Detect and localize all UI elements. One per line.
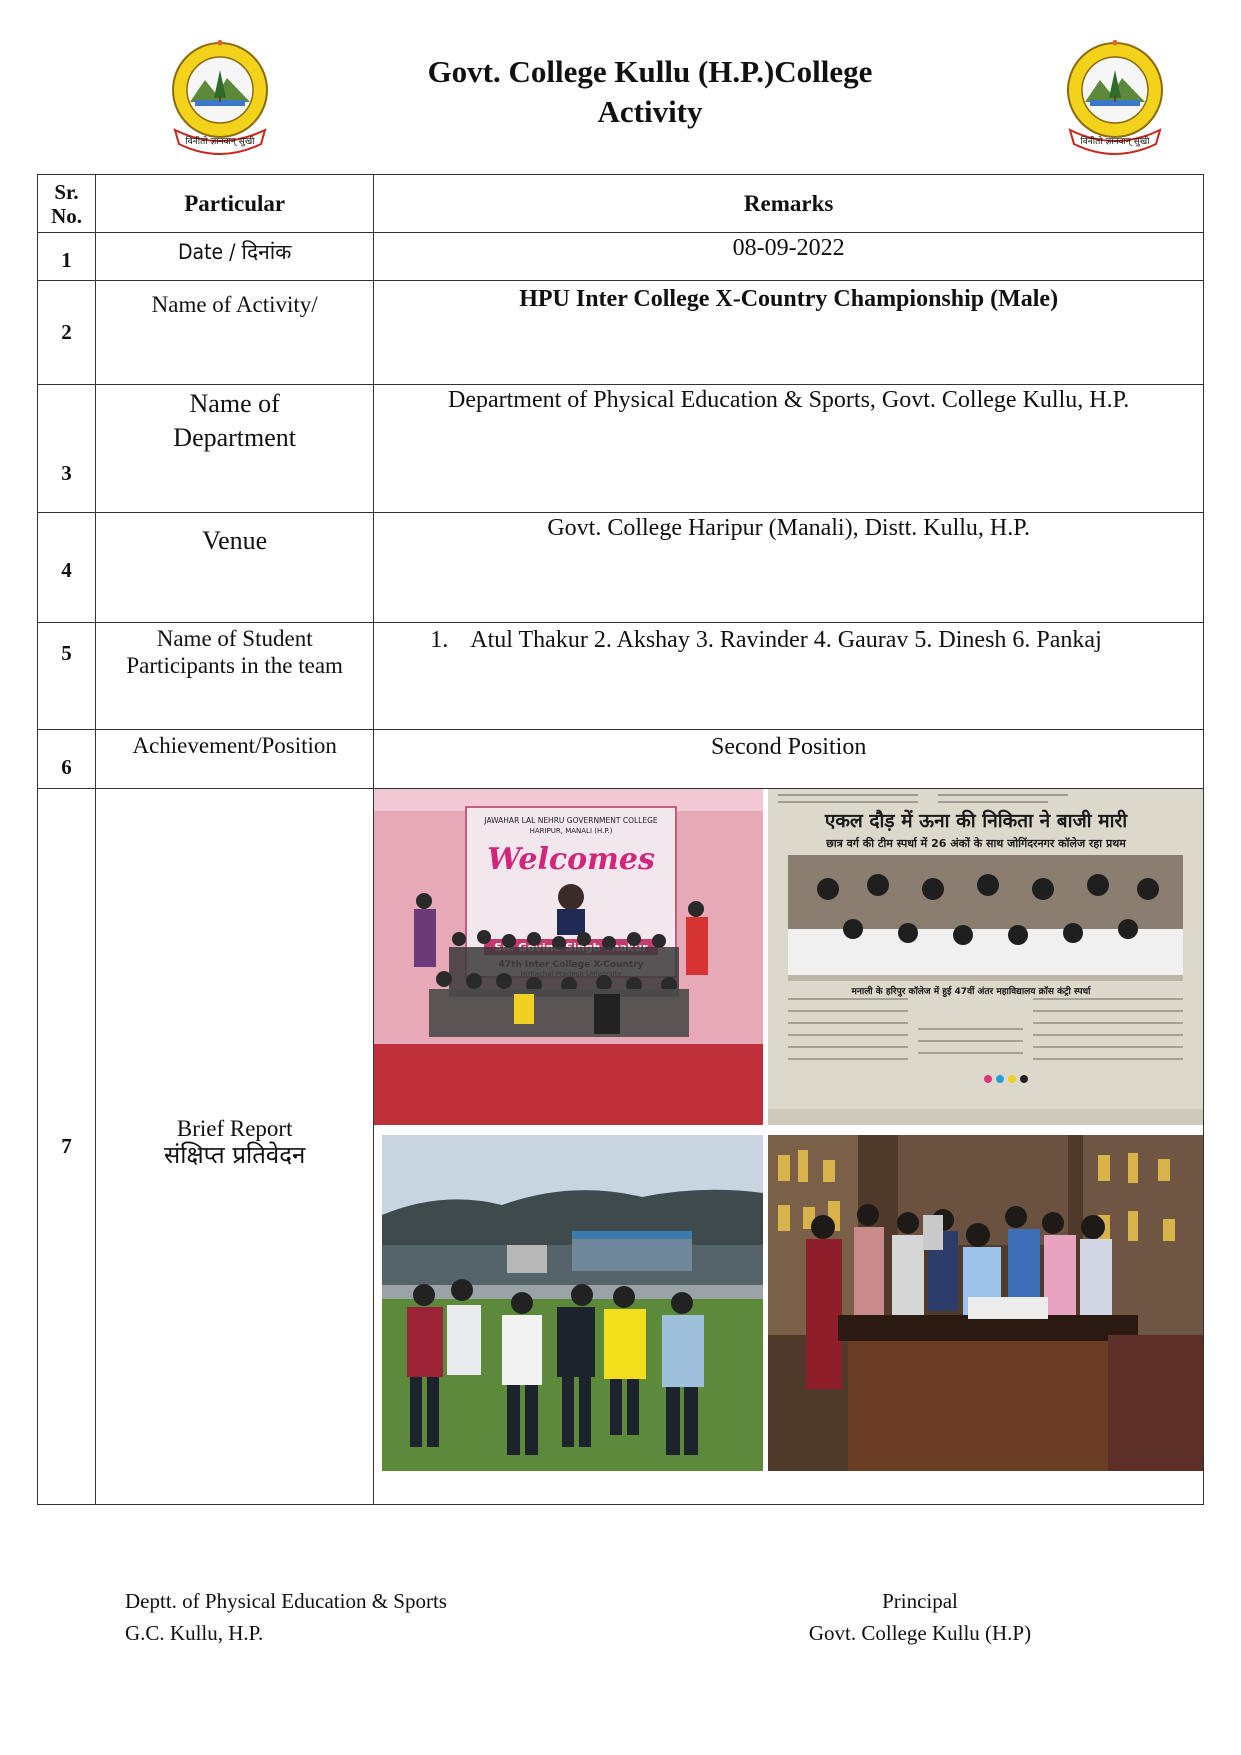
banner-college-name: JAWAHAR LAL NEHRU GOVERNMENT COLLEGE: [484, 816, 658, 825]
news-headline: एकल दौड़ में ऊना की निकिता ने बाजी मारी: [825, 810, 1128, 832]
brief-report-label: Brief Report: [176, 1115, 293, 1141]
participants-list: Atul Thakur 2. Akshay 3. Ravinder 4. Gaurav 5. Dinesh 6. Pankaj: [470, 627, 1102, 653]
title-line-1: Govt. College Kullu (H.P.)College: [427, 54, 873, 89]
row-3-sr: 3: [38, 385, 96, 513]
row-2-activity-name: HPU Inter College X-Country Championship (Male): [374, 281, 1204, 385]
footer-left-line-2: G.C. Kullu, H.P.: [125, 1621, 264, 1645]
photo-newspaper-clipping: [768, 789, 1203, 1125]
table-row: [38, 385, 1204, 513]
participants-list-number: 1.: [430, 627, 449, 653]
table-row: [38, 730, 1204, 789]
row-1-sr: 1: [38, 233, 96, 281]
college-logo-right: [1060, 40, 1170, 158]
row-7-particular: [96, 789, 374, 1505]
title-line-2: Activity: [597, 94, 703, 129]
row-1-particular: Date / दिनांक: [96, 233, 374, 281]
table-row: [38, 281, 1204, 385]
header-particular: Particular: [96, 175, 374, 233]
footer-department: [125, 1585, 447, 1649]
footer-principal: [800, 1585, 1040, 1649]
row-3-particular: Name of Department: [96, 385, 374, 513]
logo-motto-right: विनीतो ज्ञानवान् सुखी: [1080, 137, 1150, 147]
brief-report-hindi-label: संक्षिप्त प्रतिवेदन: [164, 1140, 306, 1169]
row-1-date: 08-09-2022: [374, 233, 1204, 281]
college-logo-left: [165, 40, 275, 158]
header-sr-no: Sr. No.: [38, 175, 96, 233]
banner-place: HARIPUR, MANALI (H.P.): [529, 827, 613, 835]
footer-right-line-2: Govt. College Kullu (H.P): [808, 1621, 1032, 1645]
news-inset-title: मनाली के हरिपुर कॉलेज में हुई 47वीं अंतर महाविद्यालय क्रॉस कंट्री स्पर्धा: [851, 987, 1091, 997]
banner-welcome: Welcomes: [487, 842, 656, 877]
footer-left-line-1: Deptt. of Physical Education & Sports: [125, 1589, 447, 1613]
photo-principal-office-group: [768, 1135, 1203, 1471]
row-6-sr: 6: [38, 730, 96, 789]
row-2-particular: Name of Activity/: [96, 281, 374, 385]
page-title: [310, 52, 990, 132]
row-4-particular: Venue: [96, 513, 374, 623]
photo-welcome-banner: [374, 789, 763, 1125]
table-row: [38, 623, 1204, 730]
row-7-photos: [374, 789, 1204, 1505]
header-remarks: Remarks: [374, 175, 1204, 233]
table-header-row: [38, 175, 1204, 233]
photo-team-with-trophy: [382, 1135, 763, 1471]
row-4-sr: 4: [38, 513, 96, 623]
row-5-particular: Name of Student Participants in the team: [96, 623, 374, 730]
row-2-sr: 2: [38, 281, 96, 385]
table-row: [38, 789, 1204, 1505]
row-6-achievement: Second Position: [374, 730, 1204, 789]
row-4-venue: Govt. College Haripur (Manali), Distt. Kullu, H.P.: [374, 513, 1204, 623]
row-7-sr: 7: [38, 789, 96, 1505]
table-row: [38, 233, 1204, 281]
row-5-sr: 5: [38, 623, 96, 730]
row-3-department: Department of Physical Education & Sports, Govt. College Kullu, H.P.: [374, 385, 1204, 513]
activity-table: [37, 174, 1204, 1505]
row-5-participants: [374, 623, 1204, 730]
table-row: [38, 513, 1204, 623]
news-subheadline: छात्र वर्ग की टीम स्पर्धा में 26 अंकों के साथ जोगिंदरनगर कॉलेज रहा प्रथम: [826, 837, 1127, 850]
logo-motto-left: विनीतो ज्ञानवान् सुखी: [185, 137, 255, 147]
footer-right-line-1: Principal: [882, 1589, 958, 1613]
row-6-particular: Achievement/Position: [96, 730, 374, 789]
